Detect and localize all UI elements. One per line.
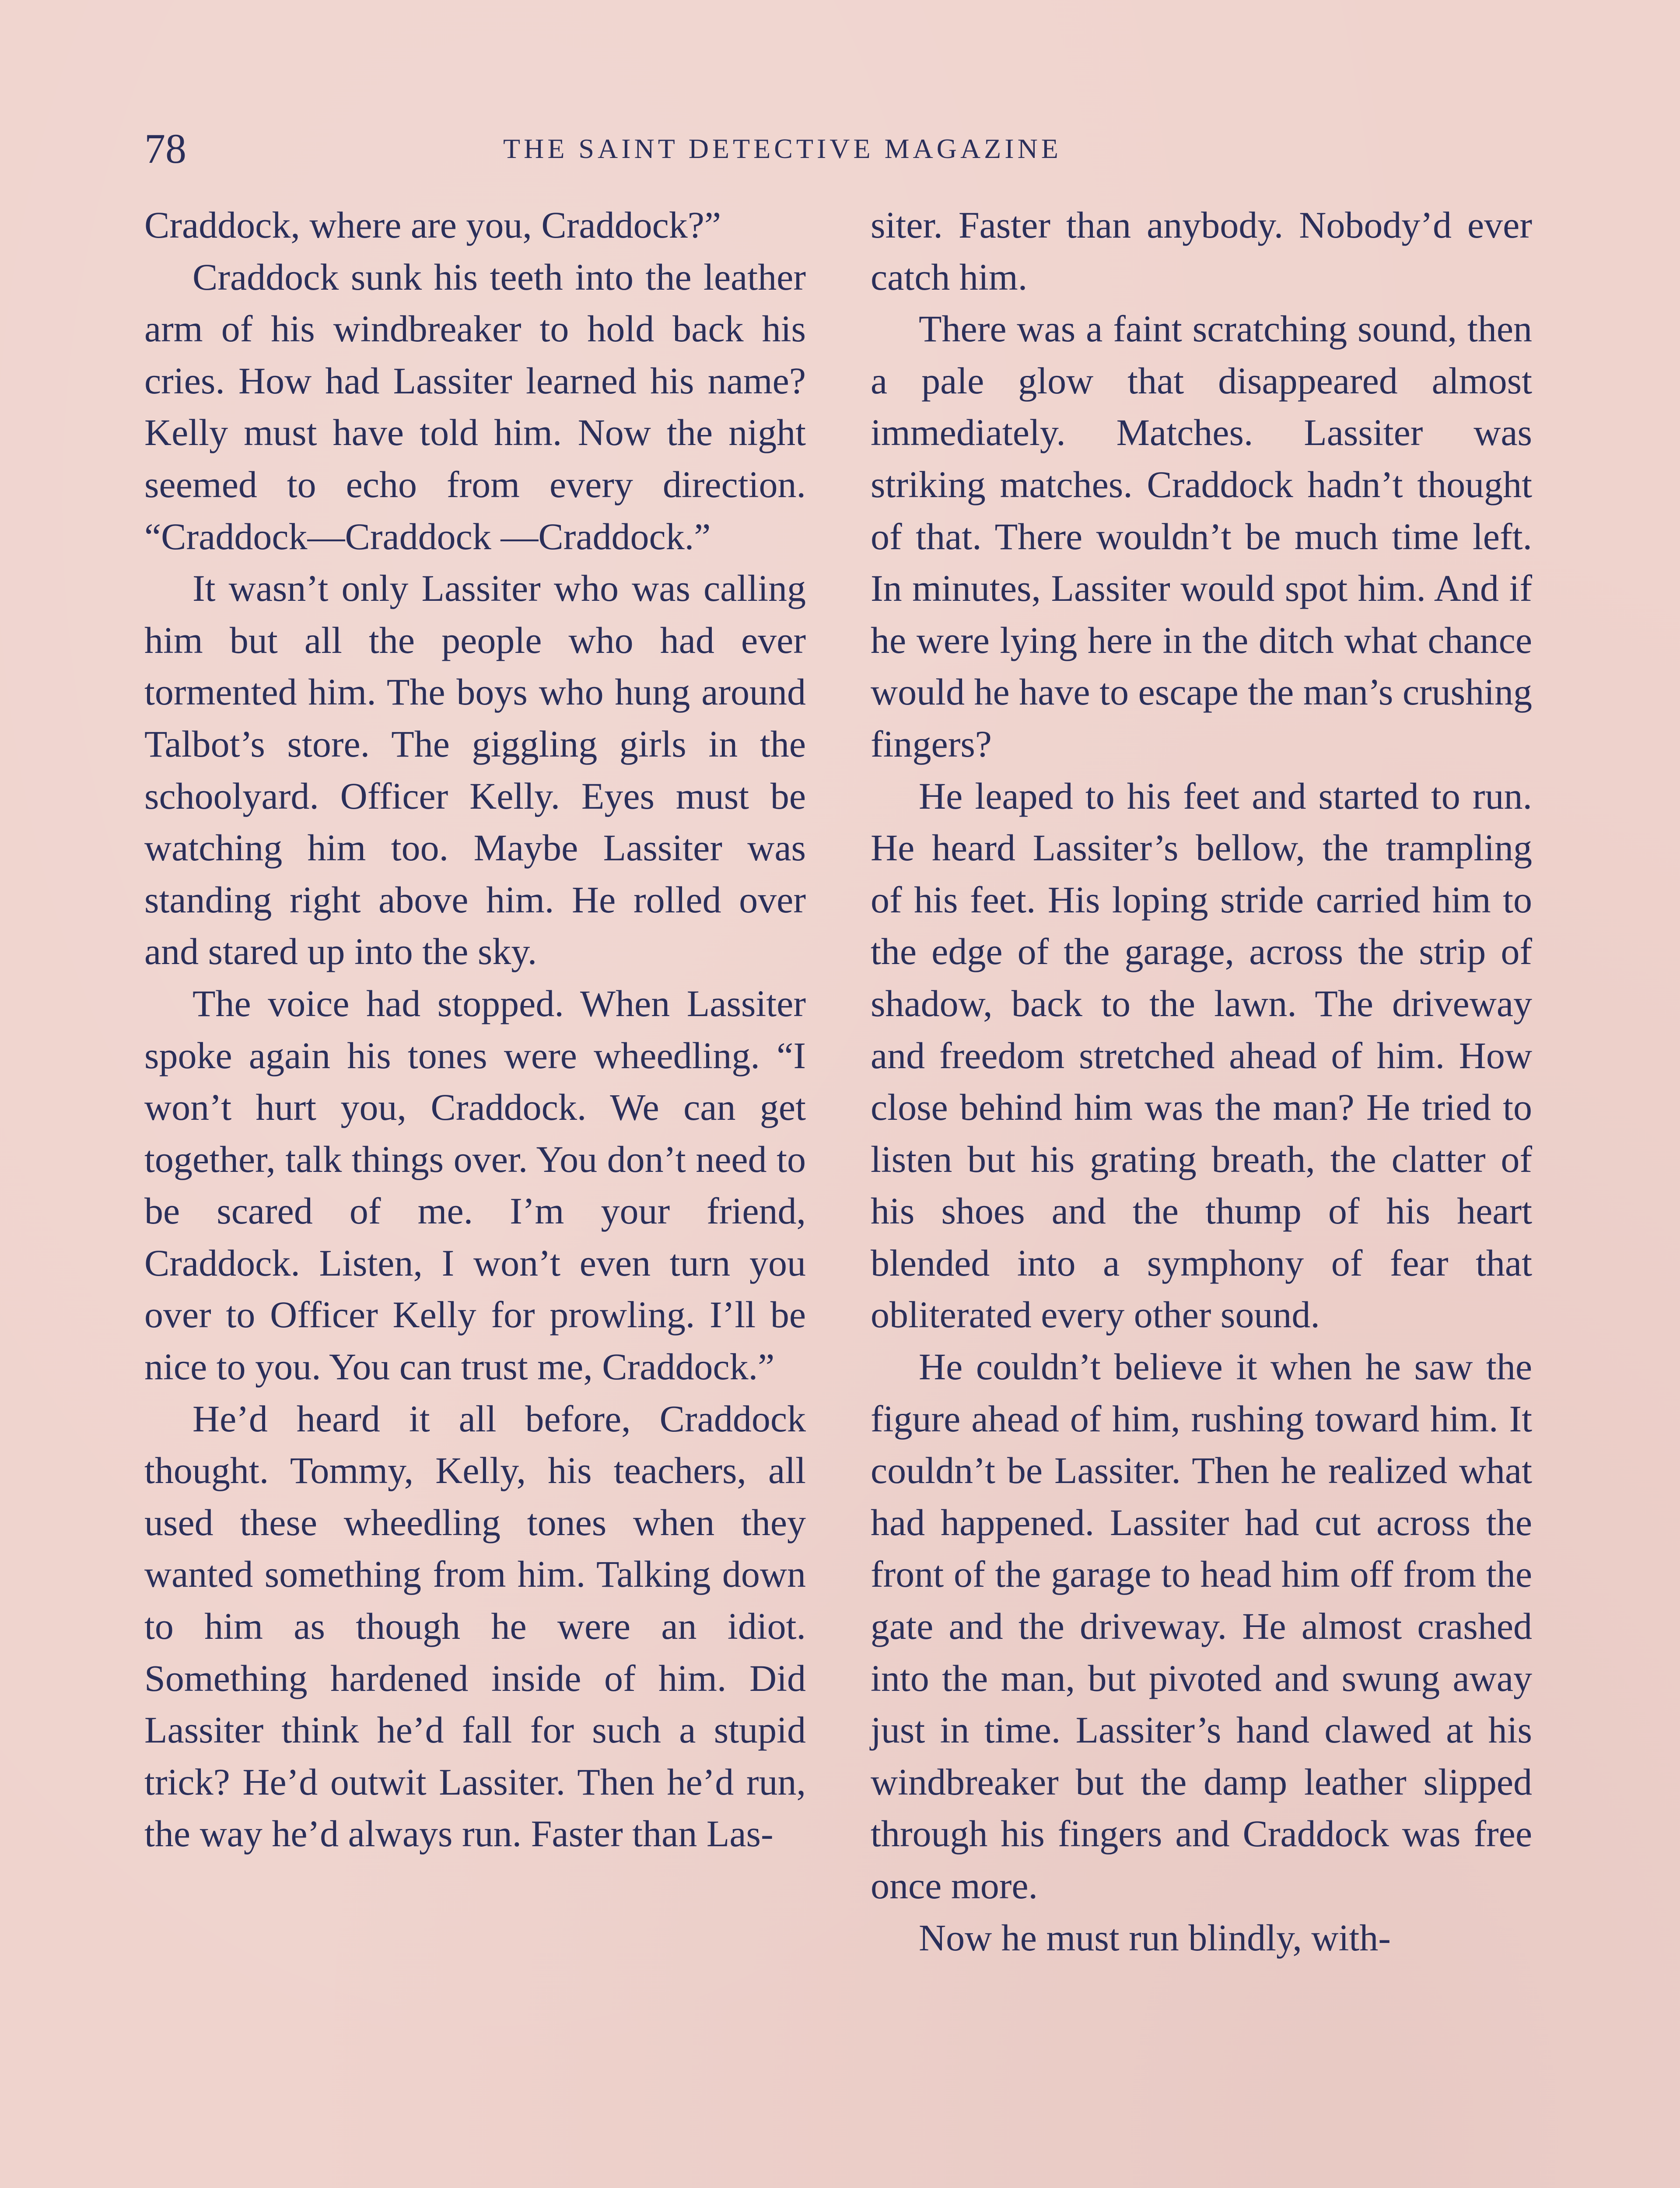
- paragraph: Now he must run blindly, with-: [919, 1916, 1391, 1959]
- paragraph: siter. Faster than anybody. Nobody’d ever catch him.: [871, 204, 1532, 298]
- text-column-right: [871, 199, 1532, 1964]
- paragraph: He couldn’t believe it when he saw the figure ahead of him, rushing toward him. It couldn’t be Lassiter. Then he realized what had happened. Lassiter had cut across the front of the garage to head him off from the gate and the driveway. He almost crashed into the man, but pivoted and swung away just in time. Lassiter’s hand clawed at his windbreaker but the damp leather slipped through his fingers and Craddock was free once more.: [871, 1346, 1532, 1907]
- paragraph: There was a faint scratching sound, then a pale glow that disappeared almost immediately. Matches. Lassiter was striking matches. Craddock hadn’t thought of that. There wouldn’t be much time left. In minutes, Lassiter would spot him. And if he were lying here in the ditch what chance would he have to escape the man’s crushing fingers?: [871, 308, 1532, 765]
- magazine-title: THE SAINT DETECTIVE MAGAZINE: [503, 133, 1062, 164]
- text-column-left: [144, 199, 806, 1860]
- paragraph: The voice had stopped. When Lassiter spoke again his tones were wheedling. “I won’t hurt you, Craddock. We can get together, talk things over. You don’t need to be scared of me. I’m your friend, Craddock. Listen, I won’t even turn you over to Officer Kelly for prowling. I’ll be nice to you. You can trust me, Craddock.”: [144, 982, 806, 1388]
- paragraph: Craddock, where are you, Craddock?”: [144, 204, 721, 246]
- page-number: 78: [144, 125, 186, 172]
- paragraph: It wasn’t only Lassiter who was calling him but all the people who had ever tormented him. The boys who hung around Talbot’s store. The giggling girls in the schoolyard. Officer Kelly. Eyes must be watching him too. Maybe Lassiter was standing right above him. He rolled over and stared up into the sky.: [144, 567, 806, 973]
- running-head: [144, 123, 1536, 175]
- paragraph: He leaped to his feet and started to run. He heard Lassiter’s bellow, the trampling of his feet. His loping stride carried him to the edge of the garage, across the strip of shadow, back to the lawn. The driveway and freedom stretched ahead of him. How close behind him was the man? He tried to listen but his grating breath, the clatter of his shoes and the thump of his heart blended into a symphony of fear that obliterated every other sound.: [871, 775, 1532, 1336]
- paragraph: Craddock sunk his teeth into the leather arm of his windbreaker to hold back his cries. How had Lassiter learned his name? Kelly must have told him. Now the night seemed to echo from every direction. “Craddock—Craddock —Craddock.”: [144, 256, 806, 558]
- paragraph: He’d heard it all before, Craddock thought. Tommy, Kelly, his teachers, all used these wheedling tones when they wanted something from him. Talking down to him as though he were an idiot. Something hardened inside of him. Did Lassiter think he’d fall for such a stupid trick? He’d outwit Lassiter. Then he’d run, the way he’d always run. Faster than Las-: [144, 1397, 806, 1855]
